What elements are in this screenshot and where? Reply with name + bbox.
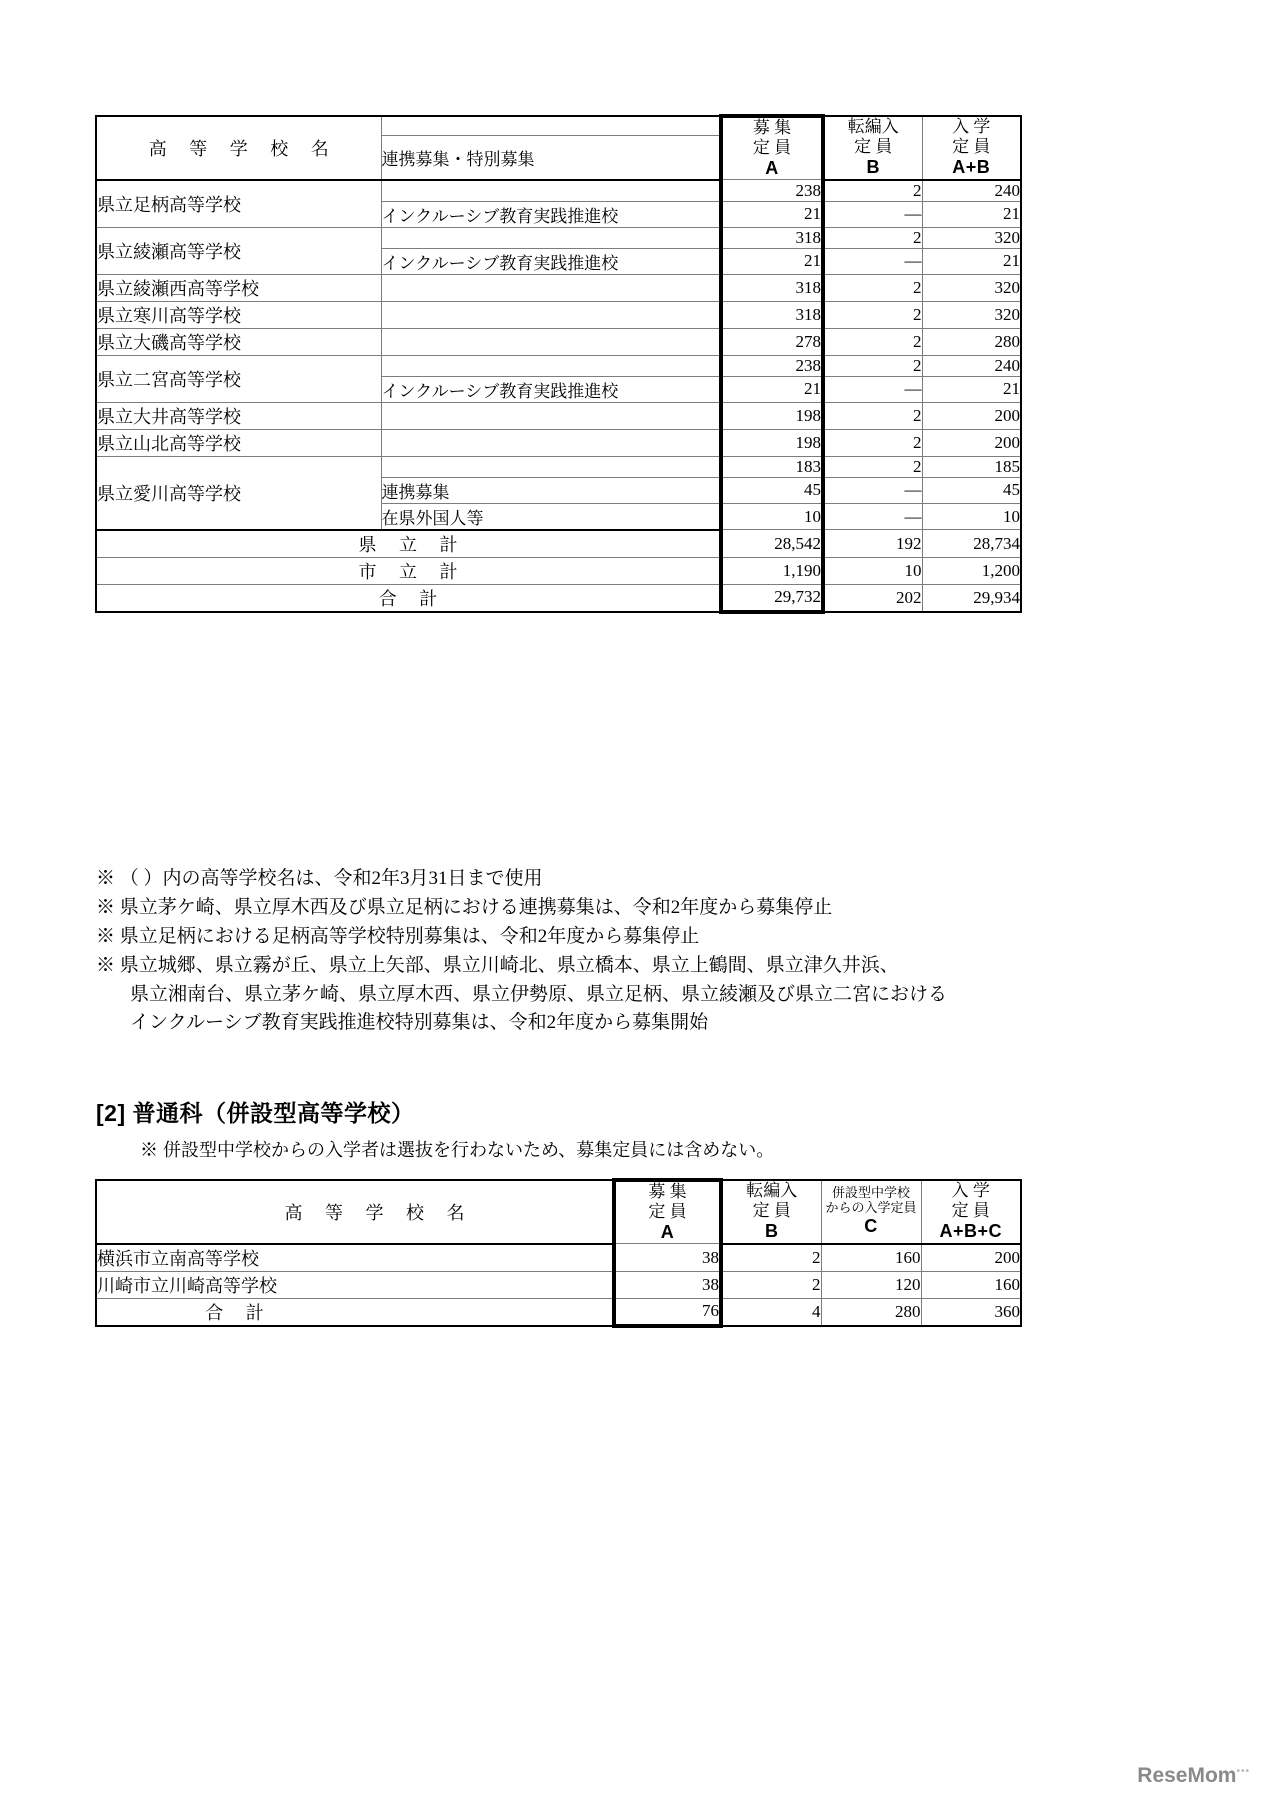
- table-row: [96, 301, 1021, 328]
- cell-school-name: 県立綾瀬西高等学校: [96, 274, 381, 301]
- t2-header-col-b: [721, 1180, 821, 1244]
- table-1-container: [95, 114, 1020, 614]
- footnote-line: ※ 県立足柄における足柄高等学校特別募集は、令和2年度から募集停止: [96, 925, 700, 947]
- table-row: [96, 328, 1021, 355]
- cell-quota-ab: 200: [922, 402, 1021, 429]
- header-col-a-line2: 定 員: [752, 138, 792, 158]
- cell-total-label: 市 立 計: [96, 557, 721, 584]
- header-col-ab-key: A+B: [952, 157, 991, 178]
- header-col-a: [721, 116, 823, 180]
- cell-school-name: 県立足柄高等学校: [96, 180, 381, 228]
- cell-quota-a: 38: [614, 1271, 721, 1298]
- cell-quota-b: 2: [823, 274, 922, 301]
- cell-quota-a: 21: [721, 248, 823, 274]
- cell-school-name: 県立寒川高等学校: [96, 301, 381, 328]
- cell-quota-a: 278: [721, 328, 823, 355]
- table-row: [96, 227, 1021, 248]
- cell-quota-c: 160: [821, 1244, 921, 1272]
- cell-quota-b: 2: [823, 180, 922, 202]
- cell-special-recruitment: 在県外国人等: [381, 503, 721, 530]
- section-2-note: ※ 併設型中学校からの入学者は選抜を行わないため、募集定員には含めない。: [140, 1140, 775, 1160]
- table-header-row: [96, 116, 1021, 136]
- cell-quota-ab: 240: [922, 355, 1021, 376]
- footnotes-block: [96, 865, 1146, 1038]
- cell-quota-b: 2: [823, 355, 922, 376]
- header-col-b-key: B: [866, 157, 880, 178]
- cell-special-recruitment-empty: [381, 402, 721, 429]
- cell-quota-c: 120: [821, 1271, 921, 1298]
- t2-header-col-a: [614, 1180, 721, 1244]
- header-sub-column: 連携募集・特別募集: [381, 136, 721, 180]
- cell-quota-b: —: [823, 376, 922, 402]
- table-total-row: [96, 557, 1021, 584]
- cell-special-recruitment: インクルーシブ教育実践推進校: [381, 376, 721, 402]
- admission-quota-table-combined: [95, 1178, 1022, 1328]
- resemom-watermark: [1137, 1764, 1250, 1788]
- t2-header-col-c-key: C: [864, 1216, 878, 1237]
- cell-quota-b: 2: [823, 227, 922, 248]
- cell-special-recruitment-empty: [381, 180, 721, 202]
- header-spacer-top: [381, 116, 721, 136]
- cell-school-name: 県立大井高等学校: [96, 402, 381, 429]
- header-col-ab-line1: 入 学: [952, 117, 991, 137]
- footnote-line: インクルーシブ教育実践推進校特別募集は、令和2年度から募集開始: [130, 1012, 709, 1034]
- cell-quota-a: 198: [721, 402, 823, 429]
- cell-total-ab: 29,934: [922, 584, 1021, 612]
- cell-quota-a: 238: [721, 355, 823, 376]
- cell-quota-a: 21: [721, 201, 823, 227]
- cell-quota-a: 21: [721, 376, 823, 402]
- table-row: [96, 456, 1021, 477]
- table-2-container: [95, 1178, 1020, 1328]
- cell-total-c: 280: [821, 1298, 921, 1326]
- cell-school-name: 県立綾瀬高等学校: [96, 227, 381, 274]
- t2-header-col-a-key: A: [660, 1222, 675, 1243]
- t2-header-col-b-line2: 定 員: [752, 1201, 791, 1221]
- cell-total-ab: 1,200: [922, 557, 1021, 584]
- t2-header-col-abc: [921, 1180, 1021, 1244]
- cell-total-ab: 28,734: [922, 530, 1021, 558]
- cell-quota-a: 238: [721, 180, 823, 202]
- cell-special-recruitment-empty: [381, 274, 721, 301]
- header-col-a-line1: 募 集: [752, 118, 792, 137]
- t2-header-col-a-line2: 定 員: [648, 1202, 687, 1222]
- cell-special-recruitment: 連携募集: [381, 477, 721, 503]
- cell-total-a: 28,542: [721, 530, 823, 558]
- watermark-text: ReseMom: [1137, 1764, 1237, 1787]
- cell-total-a: 29,732: [721, 584, 823, 612]
- cell-special-recruitment-empty: [381, 429, 721, 456]
- cell-quota-ab: 240: [922, 180, 1021, 202]
- footnote-line: 県立湘南台、県立茅ケ崎、県立厚木西、県立伊勢原、県立足柄、県立綾瀬及び県立二宮における: [130, 983, 948, 1005]
- table-total-row: [96, 584, 1021, 612]
- cell-special-recruitment-empty: [381, 301, 721, 328]
- cell-quota-a: 318: [721, 274, 823, 301]
- cell-special-recruitment-empty: [381, 355, 721, 376]
- cell-quota-ab: 280: [922, 328, 1021, 355]
- cell-quota-abc: 160: [921, 1271, 1021, 1298]
- cell-quota-a: 38: [614, 1244, 721, 1272]
- cell-quota-b: 2: [721, 1271, 821, 1298]
- cell-quota-ab: 320: [922, 227, 1021, 248]
- cell-school-name: 県立山北高等学校: [96, 429, 381, 456]
- table-row: [96, 274, 1021, 301]
- footnote-line: ※ 県立城郷、県立霧が丘、県立上矢部、県立川崎北、県立橋本、県立上鶴間、県立津久井浜、: [96, 954, 899, 976]
- cell-quota-b: —: [823, 503, 922, 530]
- header-col-b-line1: 転編入: [847, 117, 899, 137]
- table-row: [96, 1271, 1021, 1298]
- t2-header-col-c: [821, 1180, 921, 1244]
- cell-quota-b: —: [823, 248, 922, 274]
- table-total-row: [96, 530, 1021, 558]
- cell-quota-ab: 21: [922, 376, 1021, 402]
- cell-total-a: 76: [614, 1298, 721, 1326]
- cell-quota-b: —: [823, 201, 922, 227]
- header-col-b-line2: 定 員: [854, 137, 893, 157]
- cell-quota-b: 2: [823, 456, 922, 477]
- cell-quota-a: 318: [721, 227, 823, 248]
- cell-quota-ab: 21: [922, 201, 1021, 227]
- cell-quota-ab: 45: [922, 477, 1021, 503]
- cell-quota-ab: 21: [922, 248, 1021, 274]
- header-col-ab-line2: 定 員: [952, 137, 991, 157]
- table-1-body: [96, 180, 1021, 612]
- t2-header-col-abc-key: A+B+C: [939, 1221, 1003, 1242]
- table-total-row: [96, 1298, 1021, 1326]
- t2-header-col-abc-line1: 入 学: [951, 1181, 990, 1201]
- header-col-a-key: A: [765, 158, 779, 179]
- table-row: [96, 402, 1021, 429]
- cell-school-name: 横浜市立南高等学校: [96, 1244, 614, 1272]
- footnote-line: ※ 県立茅ケ崎、県立厚木西及び県立足柄における連携募集は、令和2年度から募集停止: [96, 896, 833, 918]
- cell-special-recruitment-empty: [381, 227, 721, 248]
- cell-total-label: 合 計: [96, 584, 721, 612]
- admission-quota-table-general: [95, 114, 1022, 614]
- header-col-ab: [922, 116, 1021, 180]
- cell-quota-a: 45: [721, 477, 823, 503]
- table2-header-row: [96, 1180, 1021, 1244]
- cell-total-abc: 360: [921, 1298, 1021, 1326]
- table-row: [96, 429, 1021, 456]
- cell-quota-b: 2: [823, 402, 922, 429]
- cell-quota-b: 2: [823, 301, 922, 328]
- cell-quota-ab: 10: [922, 503, 1021, 530]
- table-row: [96, 1244, 1021, 1272]
- header-col-b: [823, 116, 922, 180]
- cell-school-name: 県立二宮高等学校: [96, 355, 381, 402]
- cell-quota-abc: 200: [921, 1244, 1021, 1272]
- cell-quota-b: 2: [823, 328, 922, 355]
- cell-special-recruitment-empty: [381, 328, 721, 355]
- cell-quota-ab: 200: [922, 429, 1021, 456]
- cell-total-label: 合 計: [96, 1298, 614, 1326]
- cell-quota-a: 318: [721, 301, 823, 328]
- t2-header-col-abc-line2: 定 員: [951, 1201, 990, 1221]
- cell-school-name: 県立愛川高等学校: [96, 456, 381, 530]
- table-row: [96, 355, 1021, 376]
- cell-quota-a: 183: [721, 456, 823, 477]
- t2-header-col-b-line1: 転編入: [746, 1181, 798, 1201]
- t2-header-col-a-line1: 募 集: [648, 1182, 687, 1201]
- cell-quota-b: —: [823, 477, 922, 503]
- cell-quota-b: 2: [823, 429, 922, 456]
- cell-quota-ab: 185: [922, 456, 1021, 477]
- table-2-body: [96, 1244, 1021, 1326]
- footnote-line: ※ （ ）内の高等学校名は、令和2年3月31日まで使用: [96, 868, 543, 889]
- section-2-title: [2] 普通科（併設型高等学校）: [96, 1100, 415, 1126]
- t2-header-col-c-line1: 併設型中学校: [831, 1185, 910, 1201]
- cell-quota-ab: 320: [922, 274, 1021, 301]
- table-row: [96, 180, 1021, 202]
- header-school-name: 高 等 学 校 名: [96, 116, 381, 180]
- cell-quota-a: 10: [721, 503, 823, 530]
- t2-header-col-b-key: B: [765, 1221, 779, 1242]
- cell-quota-a: 198: [721, 429, 823, 456]
- cell-total-b: 4: [721, 1298, 821, 1326]
- t2-header-col-c-line2: からの入学定員: [825, 1200, 917, 1216]
- cell-total-label: 県 立 計: [96, 530, 721, 558]
- cell-school-name: 川崎市立川崎高等学校: [96, 1271, 614, 1298]
- cell-special-recruitment: インクルーシブ教育実践推進校: [381, 248, 721, 274]
- cell-special-recruitment-empty: [381, 456, 721, 477]
- cell-special-recruitment: インクルーシブ教育実践推進校: [381, 201, 721, 227]
- cell-quota-ab: 320: [922, 301, 1021, 328]
- cell-total-a: 1,190: [721, 557, 823, 584]
- cell-total-b: 10: [823, 557, 922, 584]
- cell-school-name: 県立大磯高等学校: [96, 328, 381, 355]
- watermark-dots: •••: [1236, 1766, 1250, 1777]
- t2-header-school-name: 高 等 学 校 名: [96, 1180, 614, 1244]
- cell-total-b: 192: [823, 530, 922, 558]
- cell-quota-b: 2: [721, 1244, 821, 1272]
- cell-total-b: 202: [823, 584, 922, 612]
